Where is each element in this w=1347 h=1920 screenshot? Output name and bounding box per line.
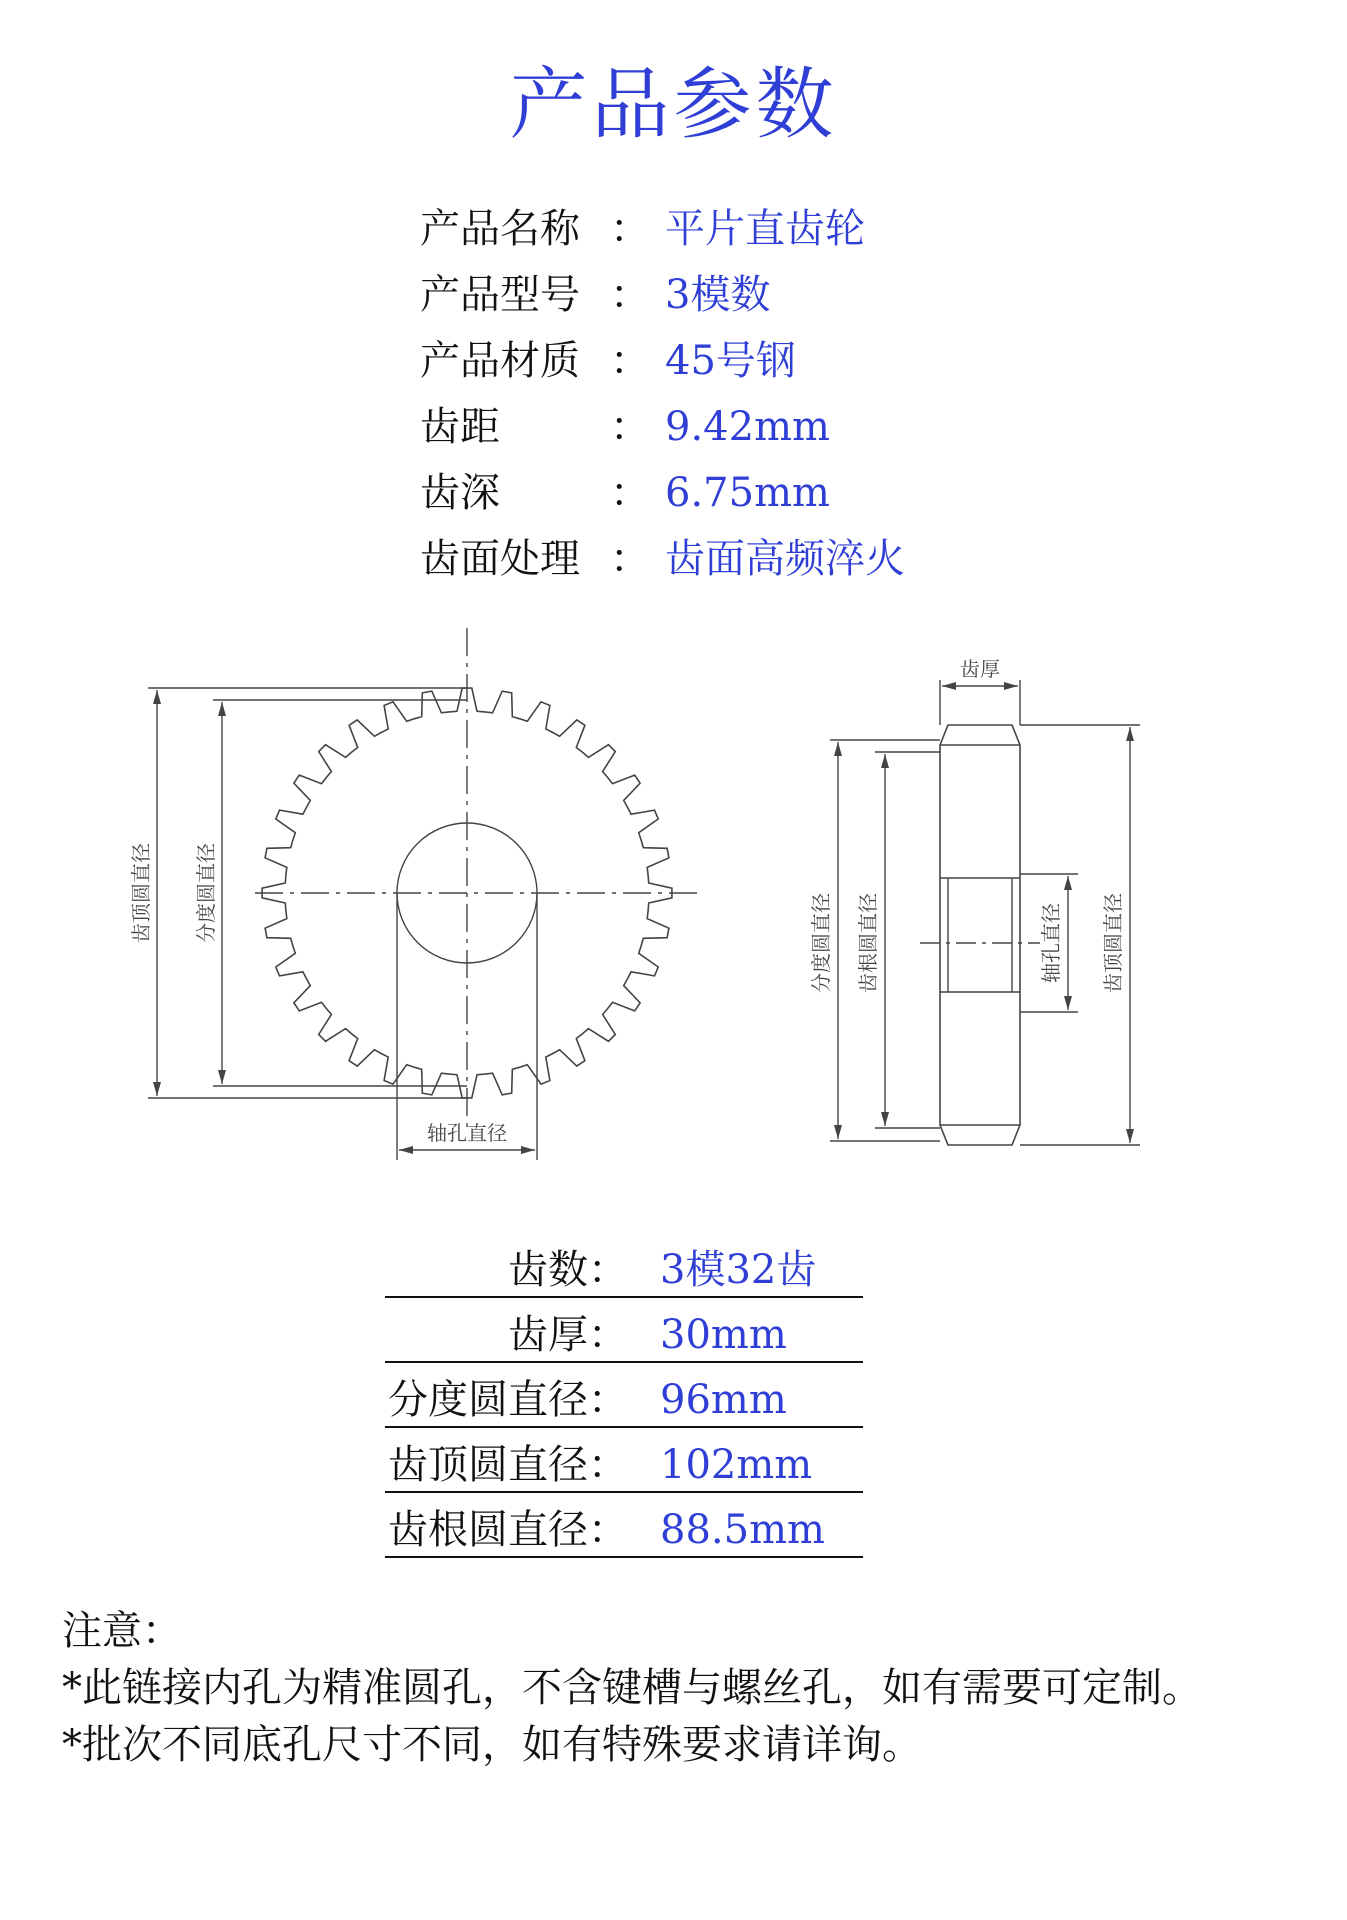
note-item: *批次不同底孔尺寸不同，如有特殊要求请详询。 (62, 1722, 922, 1768)
notes-heading: 注意： (62, 1608, 182, 1654)
label-front-bore: 轴孔直径 (427, 1121, 507, 1145)
spec-label: 产品名称 (420, 206, 580, 252)
spec-value: 45号钢 (665, 338, 796, 384)
spec-value: 6.75mm (665, 470, 830, 516)
spec-label: 产品型号 (420, 272, 580, 318)
label-front-addendum: 齿顶圆直径 (129, 843, 153, 943)
label-front-pitch: 分度圆直径 (194, 843, 218, 943)
param-value: 96mm (660, 1377, 787, 1423)
spec-colon: ： (610, 338, 650, 384)
spec-label: 齿距 (420, 404, 500, 450)
param-row-teeth (385, 1244, 863, 1298)
param-row-root-diameter (385, 1504, 863, 1558)
label-side-thickness: 齿厚 (960, 657, 1000, 681)
param-value: 88.5mm (660, 1507, 825, 1553)
param-label: 分度圆直径： (388, 1377, 628, 1423)
param-label: 齿顶圆直径： (388, 1442, 628, 1488)
param-label: 齿根圆直径： (388, 1507, 628, 1553)
param-row-addendum-diameter (385, 1439, 863, 1493)
spec-value: 9.42mm (665, 404, 830, 450)
param-row-pitch-diameter (385, 1374, 863, 1428)
spec-label: 齿面处理 (420, 536, 580, 582)
spec-colon: ： (610, 206, 650, 252)
gear-drawing (0, 620, 1347, 1180)
param-label: 齿数： (508, 1247, 628, 1293)
spec-colon: ： (610, 470, 650, 516)
param-value: 30mm (660, 1312, 787, 1358)
page-title: 产品参数 (509, 60, 838, 150)
spec-label: 产品材质 (420, 338, 580, 384)
label-side-bore: 轴孔直径 (1039, 903, 1063, 983)
spec-colon: ： (610, 272, 650, 318)
side-view-body (940, 725, 1020, 1145)
note-item: *此链接内孔为精准圆孔，不含键槽与螺丝孔，如有需要可定制。 (62, 1665, 1202, 1711)
spec-colon: ： (610, 404, 650, 450)
spec-colon: ： (610, 536, 650, 582)
spec-value: 3模数 (665, 272, 771, 318)
param-row-thickness (385, 1309, 863, 1363)
spec-value: 齿面高频淬火 (665, 536, 905, 582)
label-side-pitch: 分度圆直径 (809, 893, 833, 993)
label-side-root: 齿根圆直径 (856, 893, 880, 993)
param-value: 102mm (660, 1442, 813, 1488)
param-label: 齿厚： (508, 1312, 628, 1358)
label-side-addendum: 齿顶圆直径 (1101, 893, 1125, 993)
param-value: 3模32齿 (660, 1247, 817, 1293)
spec-value: 平片直齿轮 (665, 206, 865, 252)
spec-label: 齿深 (420, 470, 500, 516)
